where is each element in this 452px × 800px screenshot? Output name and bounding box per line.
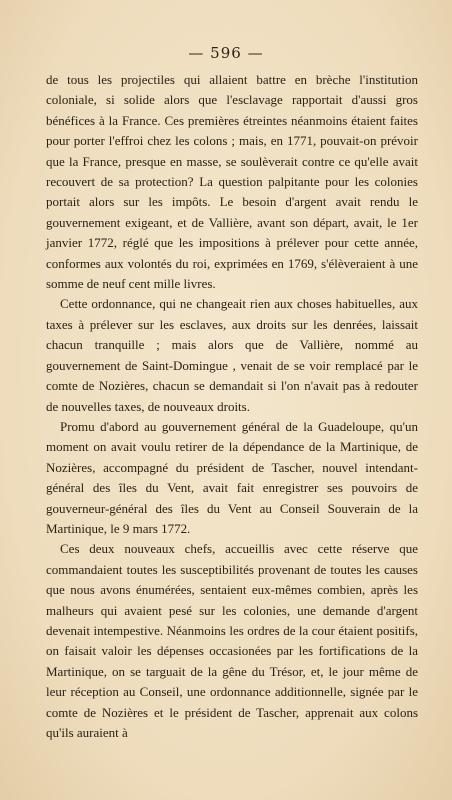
page-number: — 596 — xyxy=(188,44,264,62)
paragraph-1: de tous les projectiles qui allaient battre en brèche l'institution coloniale, si solide alors que l'esclavage rapportait d'aussi gros bénéfices à la France. Ces premières étreintes néanmoins étaient faites pour porter l'effroi chez les colons ; mais, en 1771, pouvait-on prévoir que la France, presque en masse, se soulèverait contre ce qu'elle avait recouvert de sa protection? La question palpitante pour les colonies portait alors sur les impôts. Le besoin d'argent avait rendu le gouvernement exigeant, et de Vallière, avant son départ, avait, le 1er janvier 1772, réglé que les impositions à prélever pour cette année, conformes aux volontés du roi, exprimées en 1769, s'élèveraient à une somme de neuf cent mille livres. xyxy=(46,72,418,292)
paragraph-2: Cette ordonnance, qui ne changeait rien aux choses habituelles, aux taxes à prélever sur les esclaves, aux droits sur les denrées, laissait chacun tranquille ; mais alors que de Vallière, nommé au gouvernement de Saint-Domingue , venait de se voir remplacé par le comte de Nozières, chacun se demandait si l'on n'avait pas à redouter de nouvelles taxes, de nouveaux droits. xyxy=(46,296,418,414)
paragraph-3: Promu d'abord au gouvernement général de la Guadeloupe, qu'un moment on avait voulu retirer de la dépendance de la Martinique, de Nozières, accompagné du président de Tascher, nouvel intendant-général des îles du Vent, avait fait enregistrer ses pouvoirs de gouverneur-général des îles du Vent au Conseil Souverain de la Martinique, le 9 mars 1772. xyxy=(46,418,418,536)
paragraph-4: Ces deux nouveaux chefs, accueillis avec cette réserve que commandaient toutes les susceptibilités provenant de toutes les causes que nous avons énumérées, sentaient eux-mêmes combien, après les malheurs qui avaient pesé sur les colonies, une demande d'argent devenait intempestive. Néanmoins les ordres de la cour étaient positifs, on faisait valoir les dépenses occasionées par les fortifications de la Martinique, on se targuait de la gêne du Trésor, et, le jour même de leur réception au Conseil, une ordonnance additionnelle, signée par le comte de Nozières et le président de Tascher, apprenait aux colons qu'ils auraient à xyxy=(46,541,418,740)
body-text xyxy=(46,70,418,743)
